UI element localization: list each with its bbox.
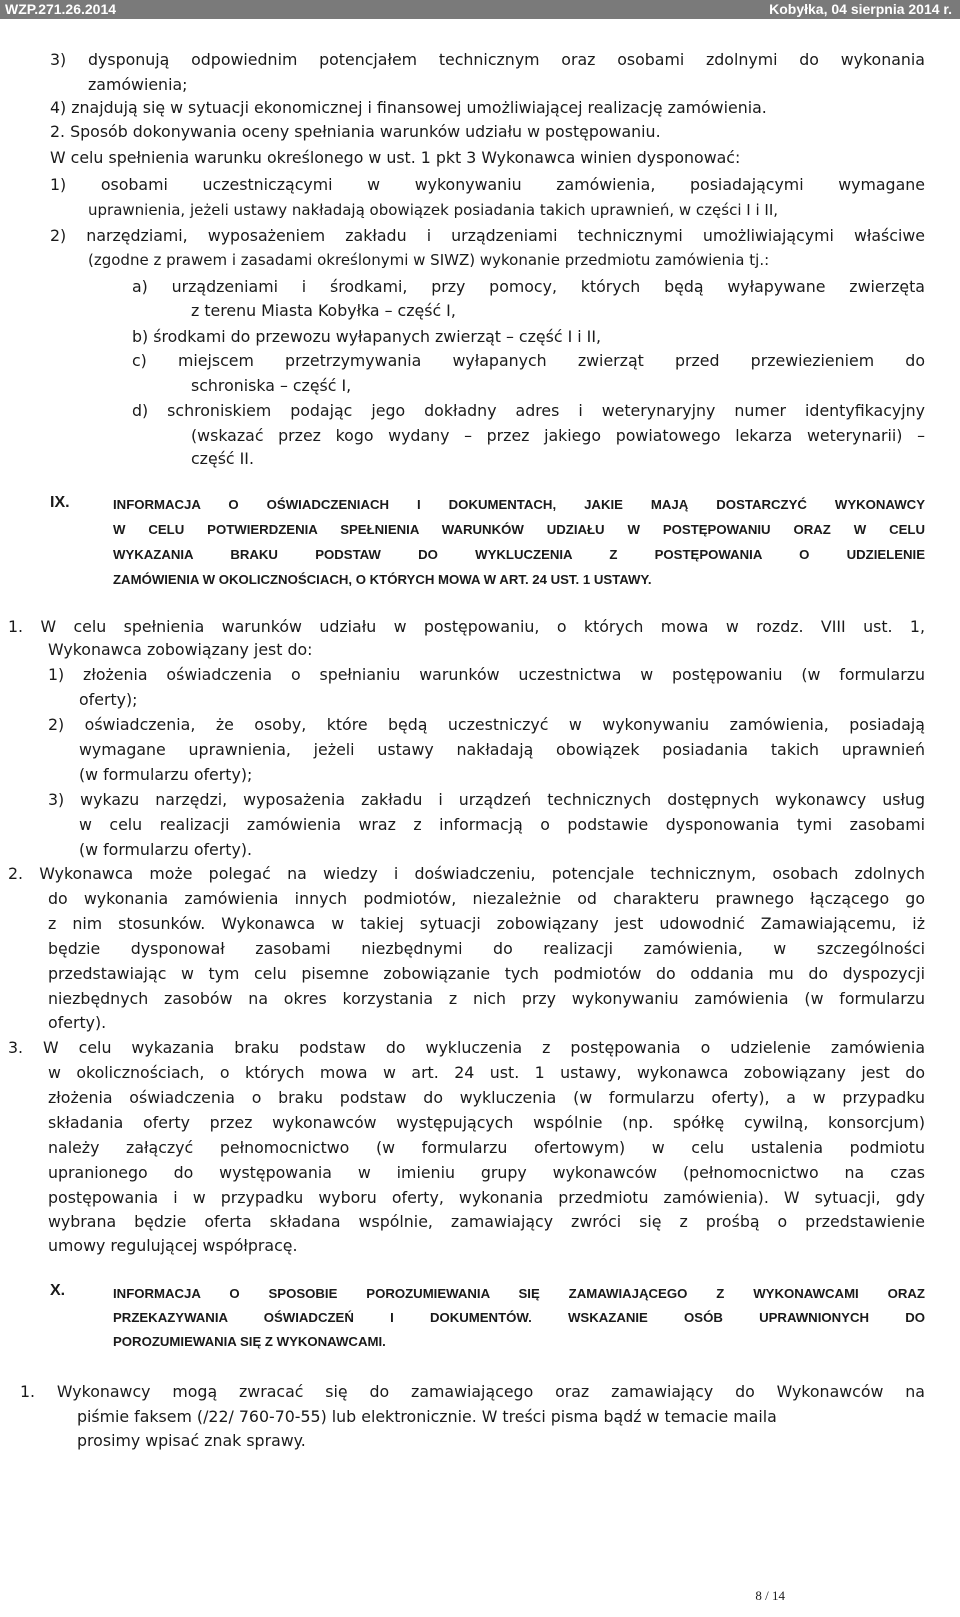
text-line: z nim stosunków. Wykonawca w takiej sytuacji zobowiązany jest udowodnić Zamawiającemu, iż (48, 914, 925, 933)
text-line: oferty). (48, 1013, 107, 1032)
section-heading: ZAMÓWIENIA W OKOLICZNOŚCIACH, O KTÓRYCH MOWA W ART. 24 UST. 1 USTAWY. (113, 572, 652, 587)
text-line: 1. W celu spełnienia warunków udziału w postępowaniu, o których mowa w rozdz. VIII ust. 1, (8, 617, 925, 636)
text-line: d) schroniskiem podając jego dokładny adres i weterynaryjny numer identyfikacyjny (132, 401, 925, 420)
text-line: wybrana będzie oferta składana wspólnie, zamawiający zwróci się z prośbą o przedstawienie (48, 1212, 925, 1231)
page-number: 8 / 14 (755, 1588, 785, 1603)
text-line: zamówienia; (88, 75, 188, 94)
text-line: Wykonawca zobowiązany jest do: (48, 640, 313, 659)
text-line: oferty); (79, 690, 138, 709)
text-line: (wskazać przez kogo wydany – przez jakiego powiatowego lekarza weterynarii) – (191, 426, 925, 445)
text-line: w okolicznościach, o których mowa w art. 24 ust. 1 ustawy, wykonawca zobowiązany jest do (48, 1063, 925, 1082)
text-line: 1. Wykonawcy mogą zwracać się do zamawiającego oraz zamawiający do Wykonawców na (20, 1382, 925, 1401)
page-header (0, 0, 960, 19)
section-heading: W CELU POTWIERDZENIA SPEŁNIENIA WARUNKÓW UDZIAŁU W POSTĘPOWANIU ORAZ W CELU (113, 522, 925, 537)
section-number: X. (50, 1282, 66, 1299)
text-line: (w formularzu oferty); (79, 765, 253, 784)
section-heading: POROZUMIEWANIA SIĘ Z WYKONAWCAMI. (113, 1334, 386, 1349)
text-line: 2) oświadczenia, że osoby, które będą uczestniczyć w wykonywaniu zamówienia, posiadają (48, 715, 925, 734)
section-heading: WYKAZANIA BRAKU PODSTAW DO WYKLUCZENIA Z POSTĘPOWANIA O UDZIELENIE (113, 547, 925, 562)
text-line: 2. Sposób dokonywania oceny spełniania warunków udziału w postępowaniu. (50, 122, 661, 141)
document-date: Kobyłka, 04 sierpnia 2014 r. (769, 1, 952, 17)
section-heading: INFORMACJA O SPOSOBIE POROZUMIEWANIA SIĘ ZAMAWIAJĄCEGO Z WYKONAWCAMI ORAZ (113, 1286, 925, 1301)
text-line: uprawnienia, jeżeli ustawy nakładają obowiązek posiadania takich uprawnień, w części I i II, (88, 201, 779, 219)
text-line: składania oferty przez wykonawców występujących wspólnie (np. spółkę cywilną, konsorcjum) (48, 1113, 925, 1132)
text-line: piśmie faksem (/22/ 760-70-55) lub elektronicznie. W treści pisma bądź w temacie maila (77, 1407, 777, 1426)
text-line: do wykonania zamówienia innych podmiotów, niezależnie od charakteru prawnego łączącego go (48, 889, 925, 908)
text-line: a) urządzeniami i środkami, przy pomocy, których będą wyłapywane zwierzęta (132, 277, 925, 296)
text-line: 1) złożenia oświadczenia o spełnianiu warunków uczestnictwa w postępowaniu (w formularzu (48, 665, 925, 684)
text-line: przedstawiając w tym celu pisemne zobowiązanie tych podmiotów do oddania mu do dyspozycji (48, 964, 925, 983)
text-line: złożenia oświadczenia o braku podstaw do wykluczenia (w formularzu oferty), a w przypadku (48, 1088, 925, 1107)
text-line: 3) dysponują odpowiednim potencjałem technicznym oraz osobami zdolnymi do wykonania (50, 50, 925, 69)
text-line: schroniska – część I, (191, 376, 352, 395)
text-line: prosimy wpisać znak sprawy. (77, 1431, 306, 1450)
text-line: z terenu Miasta Kobyłka – część I, (191, 301, 456, 320)
section-number: IX. (50, 494, 70, 511)
text-line: niezbędnych zasobów na okres korzystania z nich przy wykonywaniu zamówienia (w formularzu (48, 989, 925, 1008)
text-line: 2. Wykonawca może polegać na wiedzy i doświadczeniu, potencjale technicznym, osobach zdolnych (8, 864, 925, 883)
text-line: b) środkami do przewozu wyłapanych zwierząt – część I i II, (132, 327, 601, 346)
text-line: wymagane uprawnienia, jeżeli ustawy nakładają obowiązek posiadania takich uprawnień (79, 740, 925, 759)
text-line: należy załączyć pełnomocnictwo (w formularzu ofertowym) w celu ustalenia podmiotu (48, 1138, 925, 1157)
text-line: (w formularzu oferty). (79, 840, 253, 859)
text-line: umowy regulującej współpracę. (48, 1236, 298, 1255)
text-line: postępowania i w przypadku wyboru oferty, wykonania przedmiotu zamówienia). W sytuacji, gdy (48, 1188, 925, 1207)
text-line: c) miejscem przetrzymywania wyłapanych zwierząt przed przewiezieniem do (132, 351, 925, 370)
text-line: 4) znajdują się w sytuacji ekonomicznej i finansowej umożliwiającej realizację zamówienia. (50, 98, 767, 117)
text-line: 1) osobami uczestniczącymi w wykonywaniu zamówienia, posiadającymi wymagane (50, 175, 925, 194)
text-line: W celu spełnienia warunku określonego w ust. 1 pkt 3 Wykonawca winien dysponować: (50, 148, 741, 167)
section-heading: PRZEKAZYWANIA OŚWIADCZEŃ I DOKUMENTÓW. WSKAZANIE OSÓB UPRAWNIONYCH DO (113, 1310, 925, 1325)
text-line: 3) wykazu narzędzi, wyposażenia zakładu i urządzeń technicznych dostępnych wykonawcy usług (48, 790, 925, 809)
text-line: (zgodne z prawem i zasadami określonymi w SIWZ) wykonanie przedmiotu zamówienia tj.: (88, 251, 770, 269)
text-line: część II. (191, 449, 254, 468)
text-line: w celu realizacji zamówienia wraz z informacją o podstawie dysponowania tymi zasobami (79, 815, 925, 834)
document-reference: WZP.271.26.2014 (5, 1, 117, 17)
text-line: 3. W celu wykazania braku podstaw do wykluczenia z postępowania o udzielenie zamówienia (8, 1038, 925, 1057)
text-line: będzie dysponował zasobami niezbędnymi do realizacji zamówienia, w szczególności (48, 939, 925, 958)
text-line: upranionego do występowania w imieniu grupy wykonawców (pełnomocnictwo na czas (48, 1163, 925, 1182)
section-heading: INFORMACJA O OŚWIADCZENIACH I DOKUMENTACH, JAKIE MAJĄ DOSTARCZYĆ WYKONAWCY (113, 497, 925, 512)
text-line: 2) narzędziami, wyposażeniem zakładu i urządzeniami technicznymi umożliwiającymi właściwe (50, 226, 925, 245)
